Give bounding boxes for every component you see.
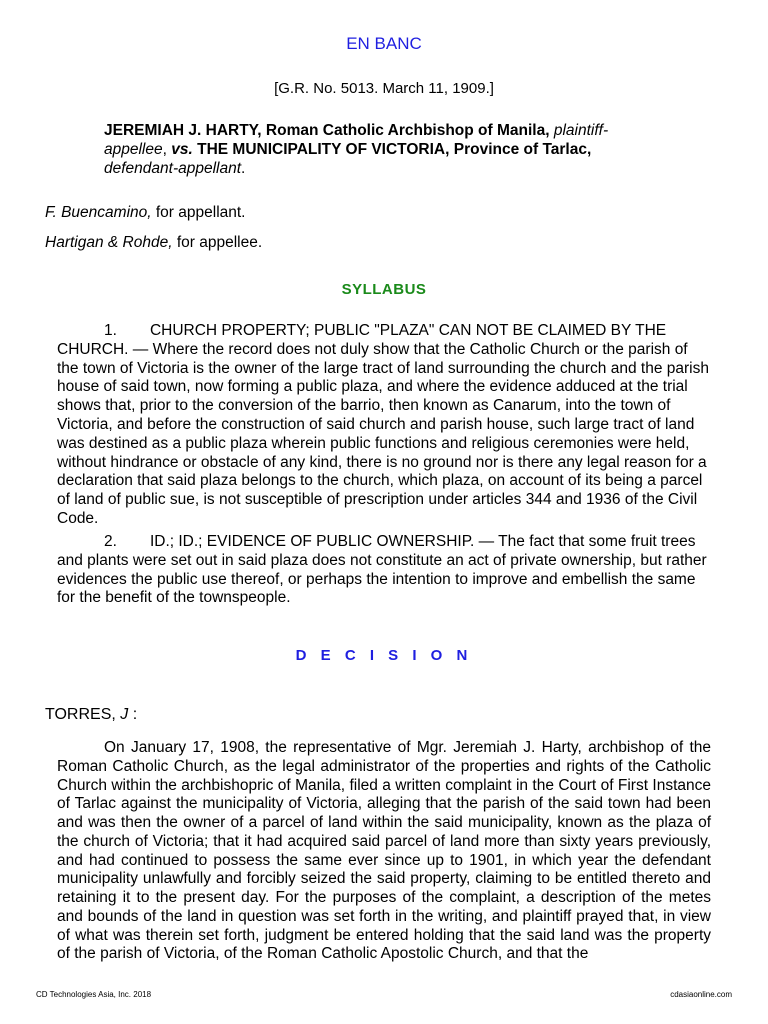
counsel-appellant <box>45 204 246 222</box>
syllabus-item-number: 2. <box>104 533 117 550</box>
decision-paragraph <box>57 739 711 964</box>
syllabus-item-number: 1. <box>104 322 117 339</box>
decision-paragraph-text: On January 17, 1908, the representative of Mgr. Jeremiah J. Harty, archbishop of the Roman Catholic Church, as the legal administrator of the properties and rights of the Catholic Church within the archbishopric of Manila, filed a written complaint in the Court of First Instance of Tarlac against the municipality of Victoria, alleging that the parish of the said town had been and was then the owner of a parcel of land within the said municipality, known as the plaza of the church of Victoria; that it had acquired said parcel of land more than sixty years previously, and had continued to possess the same ever since up to 1901, in which year the defendant municipality unlawfully and forcibly seized the said property, claiming to be entitled thereto and retaining it to the present day. For the purposes of the complaint, a description of the metes and bounds of the land in question was set forth in the writing, and plaintiff prayed that, in view of what was therein set forth, judgment be entered holding that the said land was the property of the parish of Victoria, of the Roman Catholic Apostolic Church, and that the <box>57 739 711 963</box>
syllabus-item-text: CHURCH PROPERTY; PUBLIC "PLAZA" CAN NOT BE CLAIMED BY THE CHURCH. — Where the record does not duly show that the Catholic Church or the parish of the town of Victoria is the owner of the large tract of land surrounding the church and the parish house of said town, now forming a public plaza, and where the evidence adduced at the trial shows that, prior to the conversion of the barrio, then known as Canarum, into the town of Victoria, and before the construction of said church and parish house, such large tract of land was destined as a public plaza wherein public functions and religious ceremonies were held, without hindrance or obstacle of any kind, there is no ground nor is there any legal reason for a declaration that said plaza belongs to the church, which plaza, on account of its being a parcel of land of public sue, is not susceptible of prescription under articles 344 and 1936 of the Civil Code. <box>57 322 709 527</box>
ponente-title: J <box>120 706 129 723</box>
footer-publisher: CD Technologies Asia, Inc. 2018 <box>36 990 152 999</box>
defendant-name: THE MUNICIPALITY OF VICTORIA, Province of Tarlac, <box>197 141 592 158</box>
case-parties: JEREMIAH J. HARTY, Roman Catholic Archbishop of Manila, plaintiff-appellee, vs. THE MUNICIPALITY OF VICTORIA, Province of Tarlac, defendant-appellant. <box>104 122 609 177</box>
counsel-role: for appellant. <box>155 204 246 221</box>
decision-heading: D E C I S I O N <box>295 647 473 664</box>
plaintiff-name: JEREMIAH J. HARTY, Roman Catholic Archbishop of Manila, <box>104 122 550 139</box>
syllabus-heading: SYLLABUS <box>341 281 427 298</box>
plaintiff-role: plaintiff-appellee <box>104 122 609 158</box>
counsel-appellee <box>45 234 262 252</box>
syllabus-item <box>57 533 711 608</box>
ponente-suffix: : <box>132 706 138 723</box>
ponente-name: TORRES, <box>45 706 116 723</box>
ponente <box>45 706 137 724</box>
versus-label: vs. <box>171 141 193 158</box>
court-heading: EN BANC <box>346 34 422 53</box>
syllabus-item-text: ID.; ID.; EVIDENCE OF PUBLIC OWNERSHIP. — The fact that some fruit trees and plants were set out in said plaza does not constitute an act of private ownership, but rather evidences the public use thereof, or perhaps the intention to improve and embellish the same for the benefit of the townspeople. <box>57 533 707 607</box>
counsel-role: for appellee. <box>176 234 263 251</box>
syllabus-item <box>57 322 711 529</box>
counsel-name: Hartigan & Rohde, <box>45 234 173 251</box>
defendant-role: defendant-appellant <box>104 160 242 177</box>
case-number: [G.R. No. 5013. March 11, 1909.] <box>274 80 494 97</box>
counsel-name: F. Buencamino, <box>45 204 152 221</box>
footer-website: cdasiaonline.com <box>670 990 732 999</box>
